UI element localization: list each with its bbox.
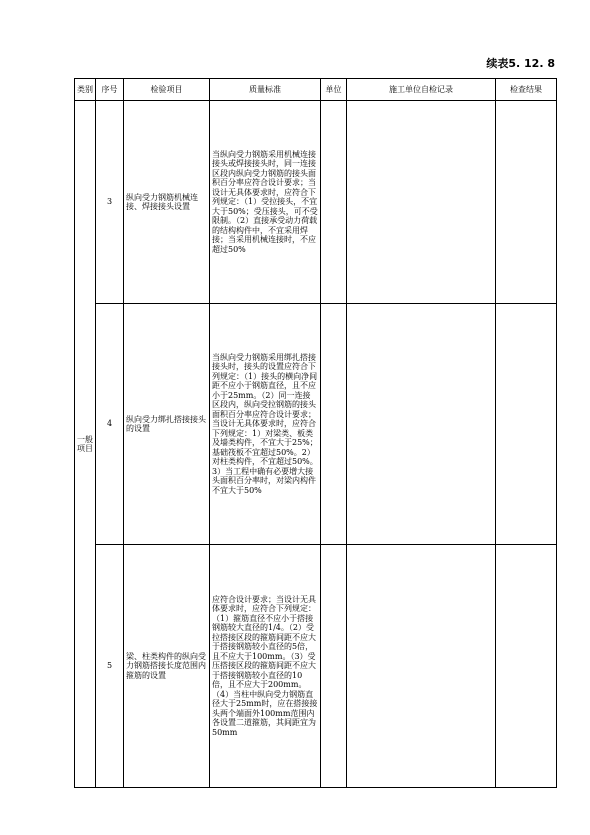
unit-cell (321, 545, 347, 788)
header-unit: 单位 (321, 79, 347, 101)
result-cell (496, 101, 557, 304)
table-row (75, 304, 557, 545)
category-cell (75, 101, 96, 788)
item-cell: 梁、柱类构件的纵向受力钢筋搭接长度范围内箍筋的设置 (124, 545, 210, 788)
table-number-title: 续表5. 12. 8 (486, 57, 555, 70)
category-label: 一般项目 (77, 434, 93, 453)
header-seq: 序号 (96, 79, 124, 101)
result-cell (496, 304, 557, 545)
header-row (75, 79, 557, 101)
seq-cell: 4 (96, 304, 124, 545)
seq-cell: 3 (96, 101, 124, 304)
result-cell (496, 545, 557, 788)
item-cell: 纵向受力绑扎搭接接头的设置 (124, 304, 210, 545)
unit-cell (321, 304, 347, 545)
item-cell: 纵向受力钢筋机械连接、焊接接头设置 (124, 101, 210, 304)
record-cell (347, 545, 496, 788)
record-cell (347, 101, 496, 304)
standard-cell: 当纵向受力钢筋采用机械连接接头或焊接接头时，同一连接区段内纵向受力钢筋的接头面积百分率应符合设计要求；当设计无具体要求时，应符合下列规定：（1）受拉接头，不宜大于50%；受压接头，可不受限制。（2）直接承受动力荷载的结构构件中，不宜采用焊接；当采用机械连接时，不应超过50% (210, 101, 321, 304)
record-cell (347, 304, 496, 545)
header-result: 检查结果 (496, 79, 557, 101)
header-record: 施工单位自检记录 (347, 79, 496, 101)
header-category: 类别 (75, 79, 96, 101)
header-item: 检验项目 (124, 79, 210, 101)
standard-cell: 当纵向受力钢筋采用绑扎搭接接头时，接头的设置应符合下列规定：（1）接头的横向净间距不应小于钢筋直径，且不应小于25mm。（2）同一连接区段内，纵向受拉钢筋的接头面积百分率应符合设计要求；当设计无具体要求时，应符合下列规定：1）对梁类、板类及墙类构件，不宜大于25%；基础筏板不宜超过50%。2）对柱类构件，不宜超过50%。3）当工程中确有必要增大接头面积百分率时，对梁内构件不宜大于50% (210, 304, 321, 545)
table-row (75, 101, 557, 304)
seq-cell: 5 (96, 545, 124, 788)
inspection-table (74, 78, 557, 788)
table-row (75, 545, 557, 788)
standard-cell: 应符合设计要求；当设计无具体要求时，应符合下列规定：（1）箍筋直径不应小于搭接钢筋较大直径的1/4。（2）受拉搭接区段的箍筋间距不应大于搭接钢筋较小直径的5倍，且不应大于100mm。（3）受压搭接区段的箍筋间距不应大于搭接钢筋较小直径的10倍，且不应大于200mm。（4）当柱中纵向受力钢筋直径大于25mm时，应在搭接接头两个端面外100mm范围内各设置二道箍筋，其间距宜为50mm (210, 545, 321, 788)
header-standard: 质量标准 (210, 79, 321, 101)
unit-cell (321, 101, 347, 304)
